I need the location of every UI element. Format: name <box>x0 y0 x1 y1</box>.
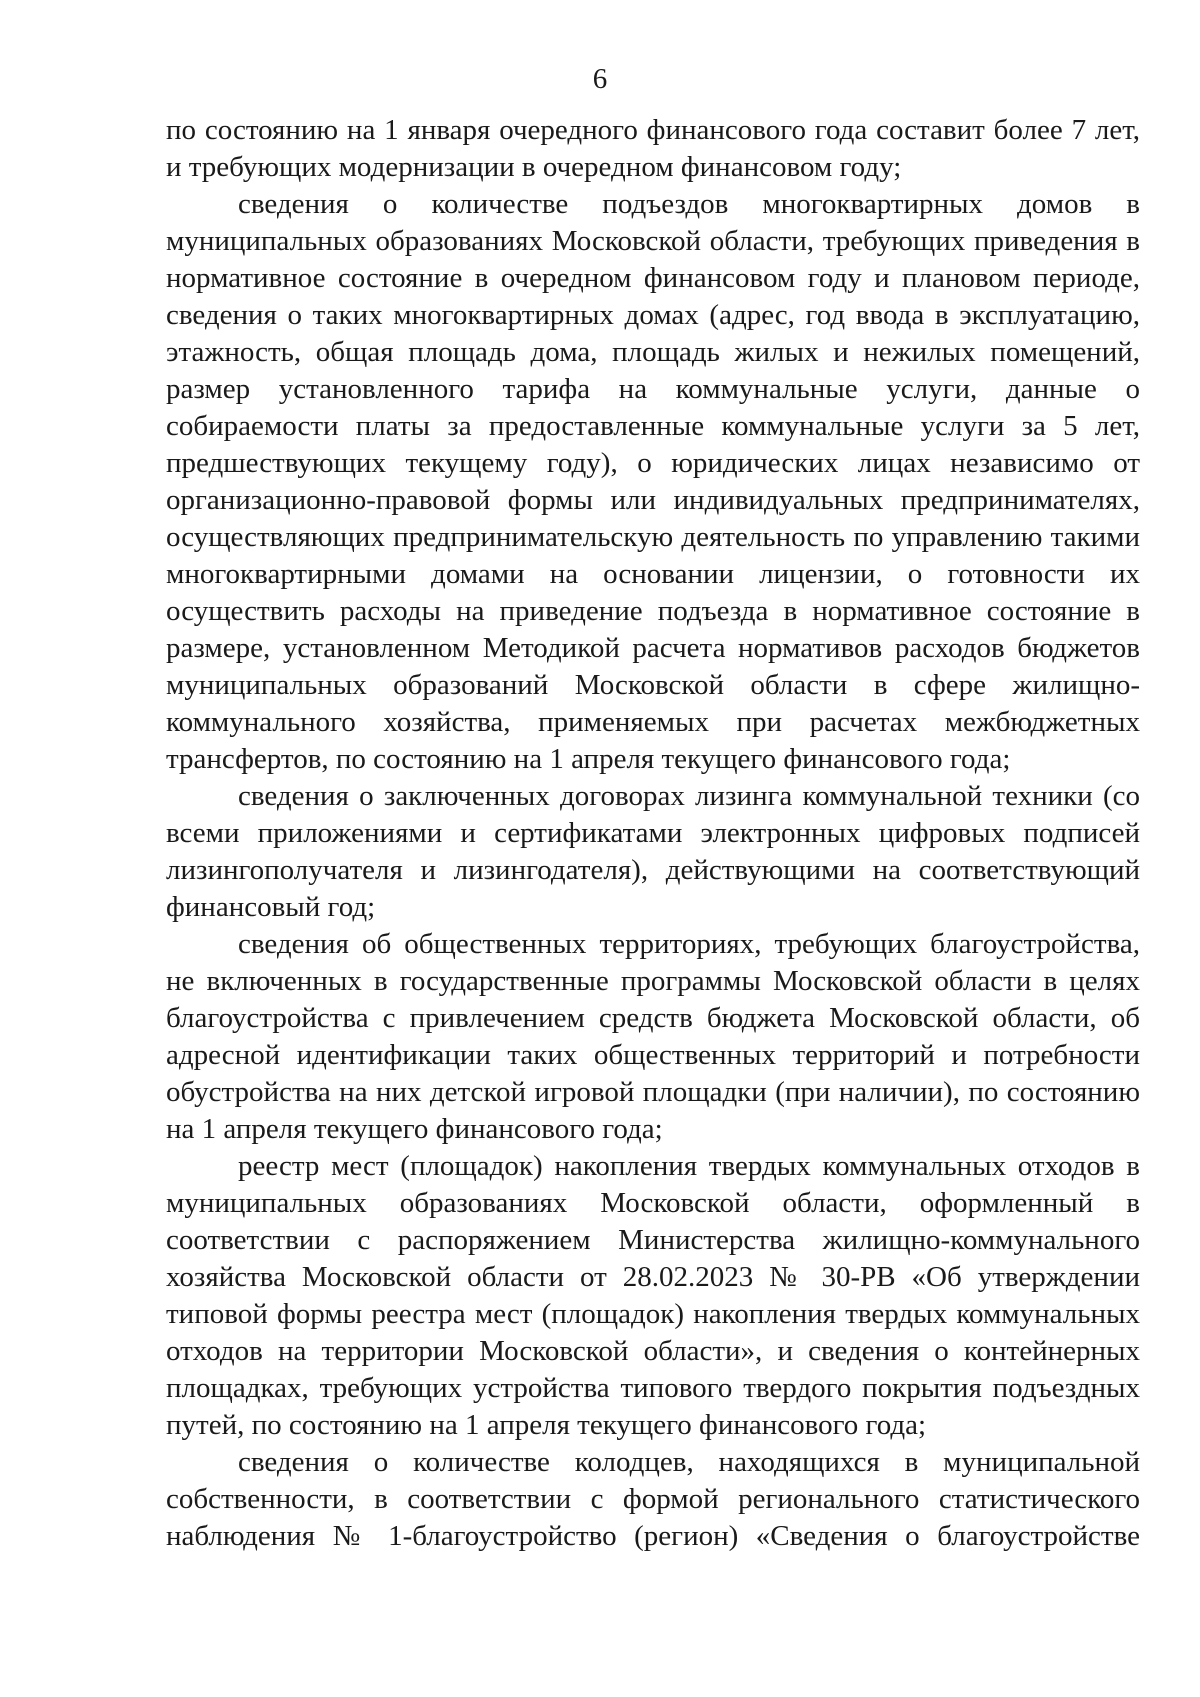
paragraph-continuation: по состоянию на 1 января очередного финансового года составит более 7 лет, и требующих модернизации в очередном финансовом году; <box>166 114 1140 183</box>
paragraph-leasing-info: сведения о заключенных договорах лизинга коммунальной техники (со всеми приложениями и сертификатами электронных цифровых подписей лизингополучателя и лизингодателя), действующими на соответствующий финансовый год; <box>166 780 1140 923</box>
paragraph-entrances-info: сведения о количестве подъездов многоквартирных домов в муниципальных образованиях Московской области, требующих приведения в нормативное состояние в очередном финансовом году и плановом периоде, сведения о таких многоквартирных домах (адрес, год ввода в эксплуатацию, этажность, общая площадь дома, площадь жилых и нежилых помещений, размер установленного тарифа на коммунальные услуги, данные о собираемости платы за предоставленные коммунальные услуги за 5 лет, предшествующих текущему году), о юридических лицах независимо от организационно-правовой формы или индивидуальных предпринимателях, осуществляющих предпринимательскую деятельность по управлению такими многоквартирными домами на основании лицензии, о готовности их осуществить расходы на приведение подъезда в нормативное состояние в размере, установленном Методикой расчета нормативов расходов бюджетов муниципальных образований Московской области в сфере жилищно-коммунального хозяйства, применяемых при расчетах межбюджетных трансфертов, по состоянию на 1 апреля текущего финансового года; <box>166 188 1140 775</box>
paragraph-waste-registry: реестр мест (площадок) накопления твердых коммунальных отходов в муниципальных образованиях Московской области, оформленный в соответствии с распоряжением Министерства жилищно-коммунального хозяйства Московской области от 28.02.2023 № 30-РВ «Об утверждении типовой формы реестра мест (площадок) накопления твердых коммунальных отходов на территории Московской области», и сведения о контейнерных площадках, требующих устройства типового твердого покрытия подъездных путей, по состоянию на 1 апреля текущего финансового года; <box>166 1150 1140 1441</box>
paragraph-wells-info: сведения о количестве колодцев, находящихся в муниципальной собственности, в соответствии с формой регионального статистического наблюдения № 1-благоустройство (регион) «Сведения о благоустройстве <box>166 1446 1140 1552</box>
paragraph-public-territories: сведения об общественных территориях, требующих благоустройства, не включенных в государственные программы Московской области в целях благоустройства с привлечением средств бюджета Московской области, об адресной идентификации таких общественных территорий и потребности обустройства на них детской игровой площадки (при наличии), по состоянию на 1 апреля текущего финансового года; <box>166 928 1140 1145</box>
page-number: 6 <box>592 63 608 95</box>
document-body <box>166 112 1140 1555</box>
